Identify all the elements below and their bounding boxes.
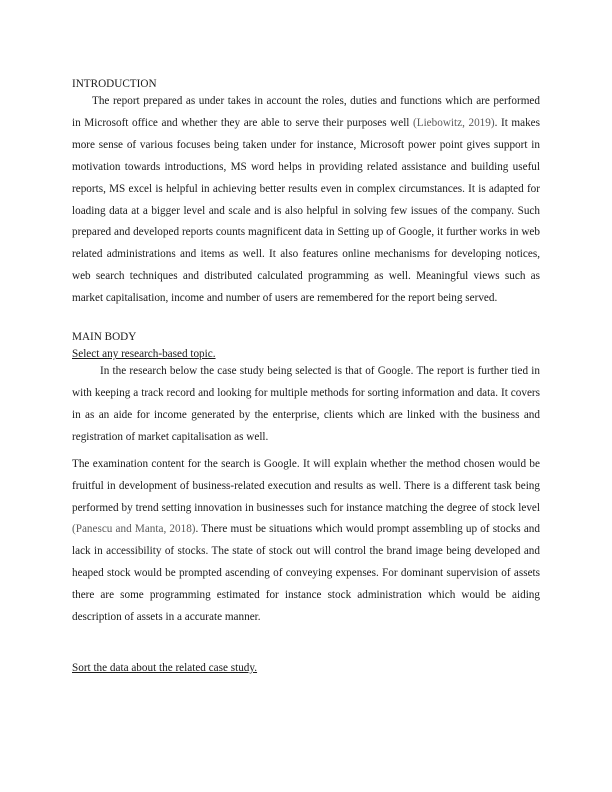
research-paragraph: In the research below the case study being selected is that of Google. The report is further tied in with keeping a track record and looking for multiple methods for sorting information and data. It covers in as an aide for income generated by the enterprise, clients which are linked with the business and registration of market capitalisation as well. — [72, 365, 540, 443]
subheading-research-topic: Select any research-based topic. — [72, 348, 216, 361]
subheading-sort-data: Sort the data about the related case study. — [72, 661, 258, 674]
spacer — [72, 310, 540, 330]
examination-paragraph — [72, 454, 540, 629]
intro-heading: INTRODUCTION — [72, 78, 157, 90]
intro-paragraph — [72, 91, 540, 310]
examination-text-a: The examination content for the search is Google. It will explain whether the method chosen would be fruitful in development of business-related execution and results as well. There is a different task being performed by trend setting innovation in businesses such for instance matching the degree of stock level — [72, 457, 540, 514]
main-body-heading: MAIN BODY — [72, 331, 137, 344]
examination-citation: (Panescu and Manta, 2018) — [72, 523, 196, 536]
intro-citation: (Liebowitz, 2019) — [413, 116, 495, 129]
spacer — [72, 629, 540, 661]
examination-text-b: . There must be situations which would prompt assembling up of stocks and lack in accessibility of stocks. The state of stock out will control the brand image being developed and heaped stock would be prompted ascending of conveying expenses. For dominant supervision of assets there are some programming estimated for instance stock administration which would be aiding description of assets in a accurate manner. — [72, 523, 540, 624]
intro-text-b: . It makes more sense of various focuses being taken under for instance, Microsoft power point gives support in motivation towards introductions, MS word helps in providing related assistance and building useful reports, MS excel is helpful in achieving better results even in complex circumstances. It is adapted for loading data at a bigger level and scale and is also helpful in solving few issues of the company. Such prepared and developed reports counts magnificent data in Setting up of Google, it further works in web related administrations and items as well. It also features online mechanisms for developing notices, web search techniques and distributed calculated programming as well. Meaningful views such as market capitalisation, income and number of users are remembered for the report being served. — [72, 116, 540, 305]
intro-text-a: The report prepared as under takes in account the roles, duties and functions which are performed in Microsoft office and whether they are able to serve their purposes well — [72, 95, 540, 129]
document-body — [72, 77, 540, 675]
